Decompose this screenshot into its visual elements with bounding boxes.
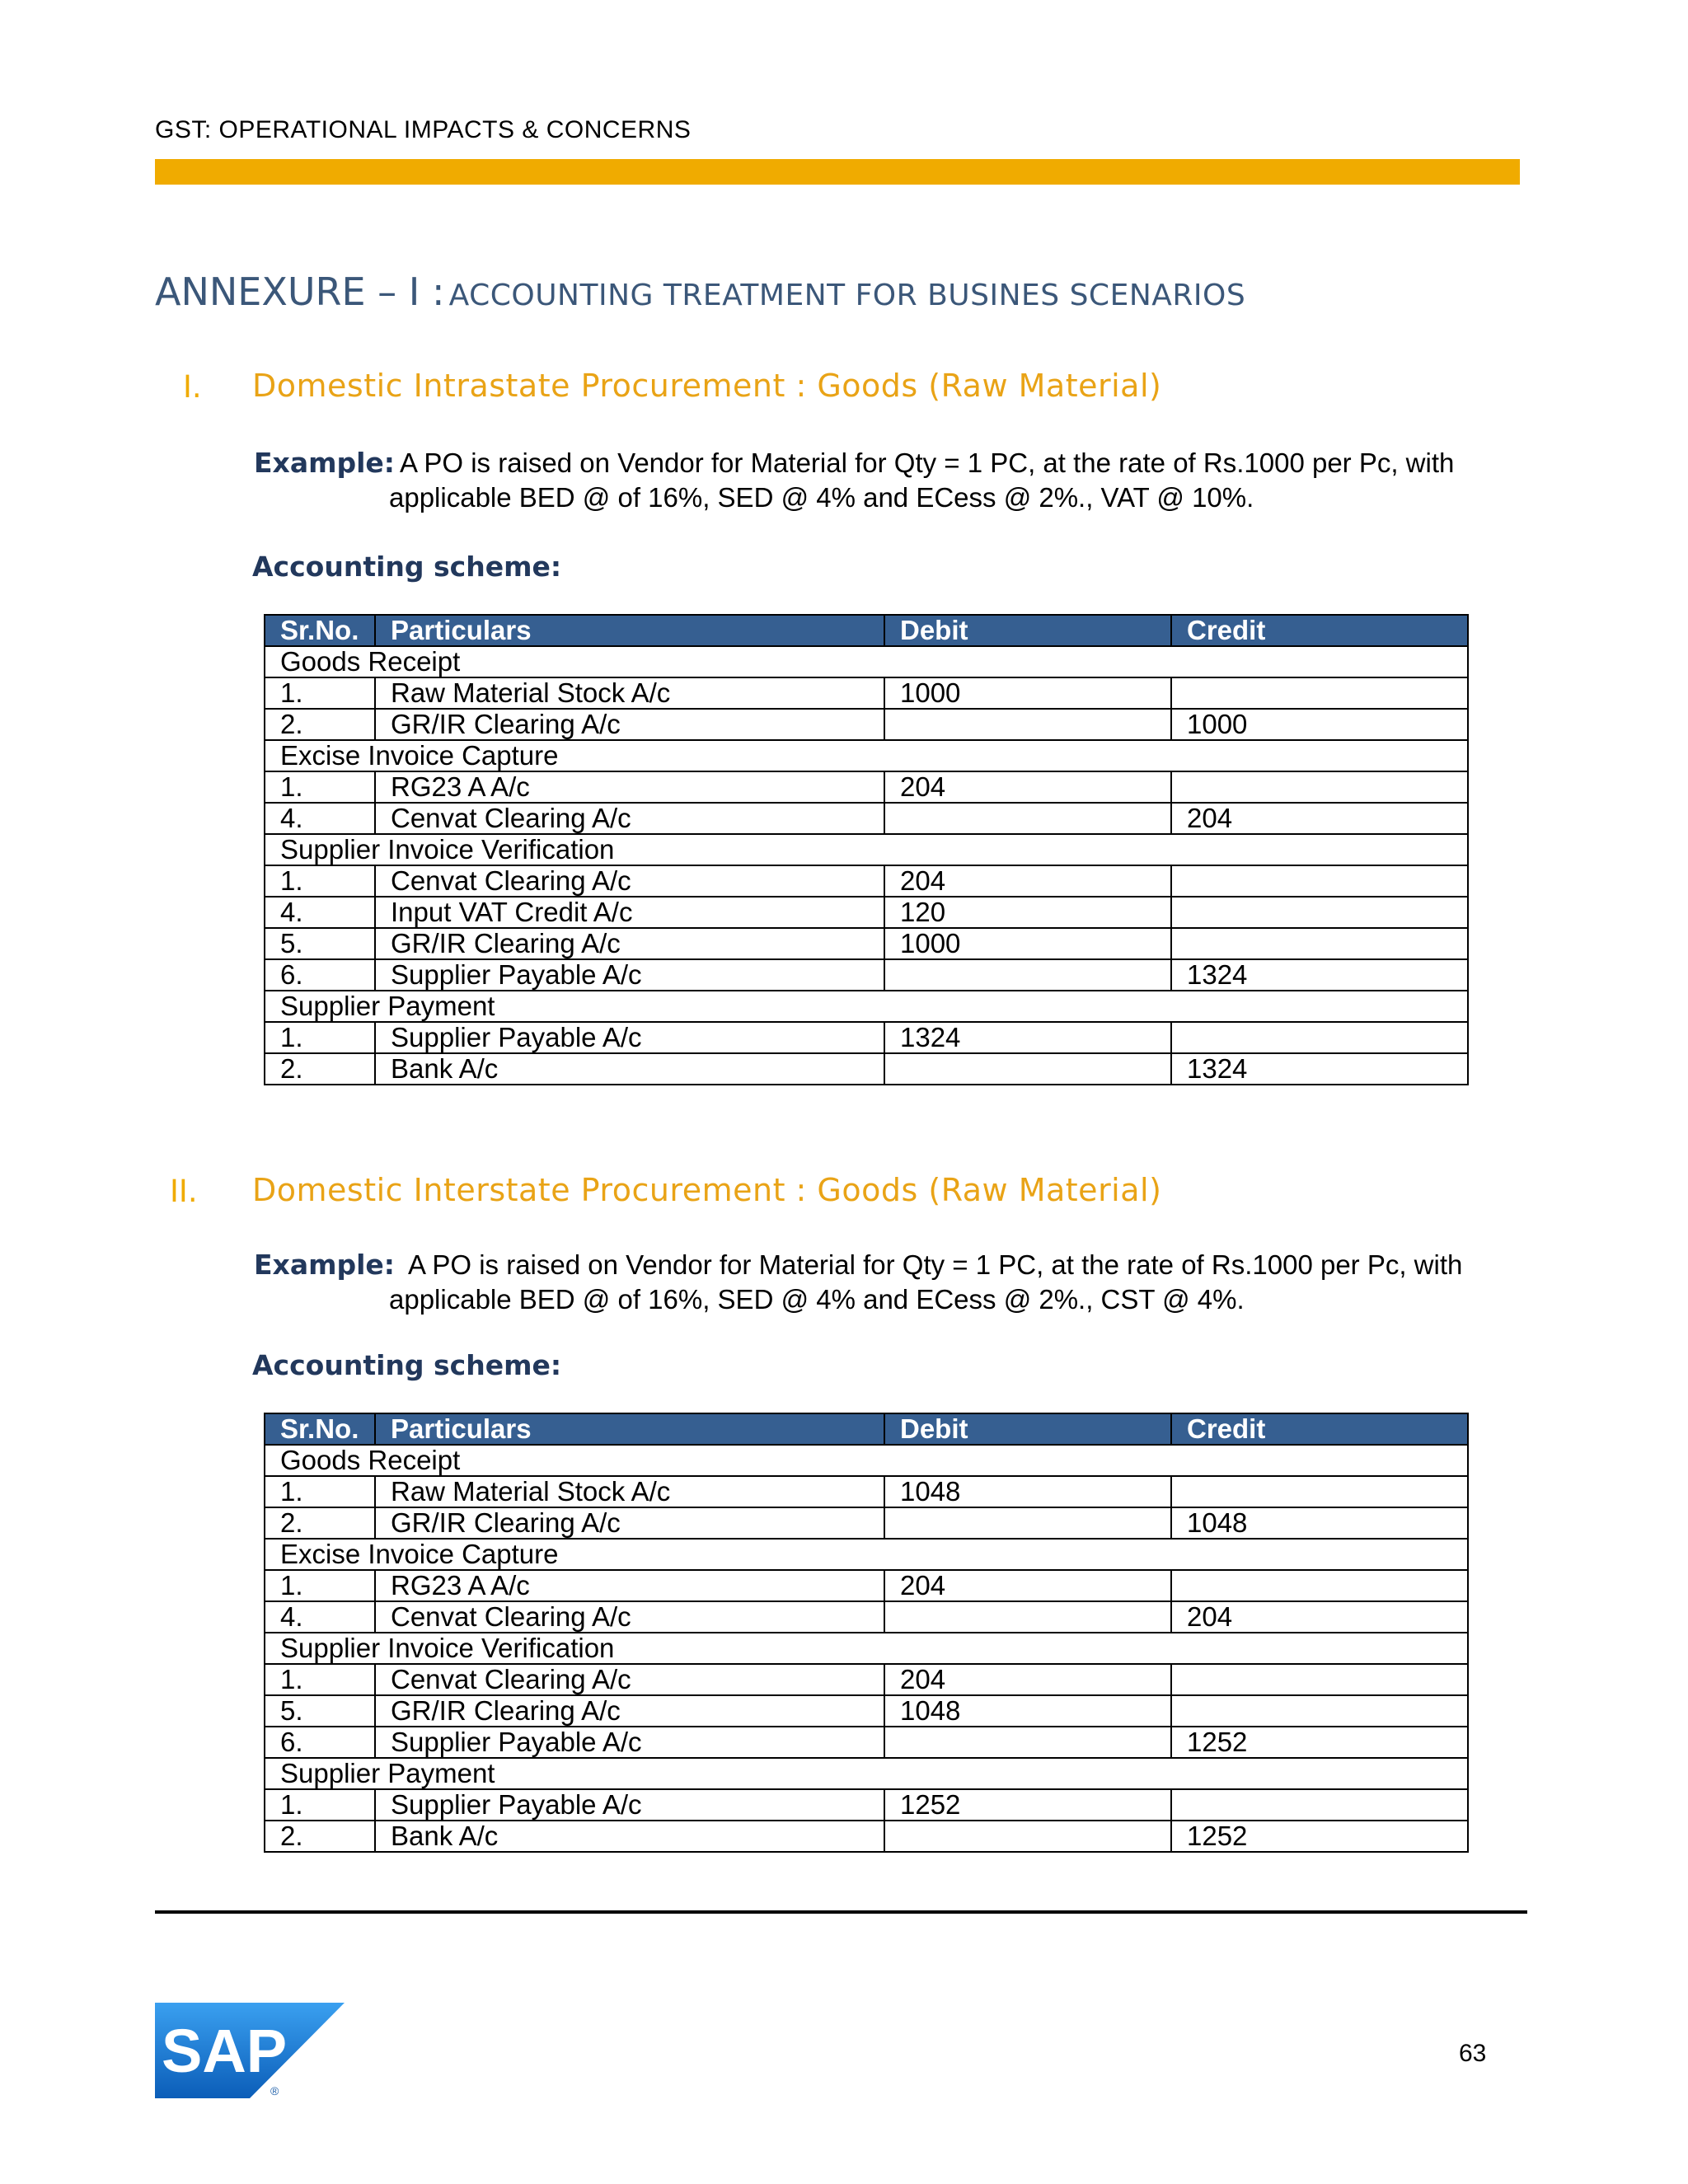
sr-no-cell: 1. [265, 771, 375, 803]
credit-cell [1171, 897, 1468, 928]
group-name: Supplier Invoice Verification [265, 834, 1468, 865]
table-group-row [265, 646, 1468, 677]
sr-no-cell: 5. [265, 1695, 375, 1727]
debit-cell [884, 803, 1171, 834]
debit-cell: 1000 [884, 677, 1171, 709]
table-row [265, 959, 1468, 991]
debit-cell [884, 1507, 1171, 1539]
particulars-cell: Supplier Payable A/c [375, 959, 884, 991]
table-row [265, 803, 1468, 834]
particulars-cell: Raw Material Stock A/c [375, 1476, 884, 1507]
page-header-title: GST: OPERATIONAL IMPACTS & CONCERNS [155, 116, 692, 143]
accounting-scheme-label: Accounting scheme: [252, 551, 562, 583]
sr-no-cell: 2. [265, 1821, 375, 1852]
sr-no-cell: 2. [265, 1053, 375, 1085]
table-group-row [265, 1633, 1468, 1664]
table-row [265, 1695, 1468, 1727]
particulars-cell: GR/IR Clearing A/c [375, 709, 884, 740]
debit-cell [884, 1053, 1171, 1085]
debit-cell: 204 [884, 865, 1171, 897]
sr-no-cell: 1. [265, 865, 375, 897]
debit-cell [884, 1821, 1171, 1852]
accounting-table [264, 1413, 1469, 1853]
group-name: Supplier Payment [265, 1758, 1468, 1789]
credit-cell: 1324 [1171, 959, 1468, 991]
sr-no-cell: 1. [265, 1476, 375, 1507]
group-name: Goods Receipt [265, 646, 1468, 677]
credit-cell: 1000 [1171, 709, 1468, 740]
debit-cell: 1048 [884, 1476, 1171, 1507]
table-group-row [265, 991, 1468, 1022]
column-header: Credit [1171, 615, 1468, 646]
example-text-line2: applicable BED @ of 16%, SED @ 4% and ECess @ 2%., CST @ 4%. [389, 1284, 1245, 1315]
particulars-cell: Cenvat Clearing A/c [375, 865, 884, 897]
particulars-cell: Bank A/c [375, 1053, 884, 1085]
table-row [265, 1507, 1468, 1539]
example-text-line1: A PO is raised on Vendor for Material for Qty = 1 PC, at the rate of Rs.1000 per Pc, with [408, 1249, 1463, 1280]
debit-cell [884, 1727, 1171, 1758]
table-group-row [265, 834, 1468, 865]
group-name: Excise Invoice Capture [265, 1539, 1468, 1570]
annexure-heading: ACCOUNTING TREATMENT FOR BUSINES SCENARIOS [448, 279, 1246, 312]
header-accent-bar [155, 159, 1520, 185]
table-group-row [265, 740, 1468, 771]
table-group-row [265, 1539, 1468, 1570]
sap-logo-text: SAP [162, 2017, 288, 2085]
credit-cell [1171, 1476, 1468, 1507]
particulars-cell: Cenvat Clearing A/c [375, 1601, 884, 1633]
table-row [265, 709, 1468, 740]
sap-logo-icon [155, 2003, 345, 2098]
column-header: Sr.No. [265, 615, 375, 646]
footer-divider [155, 1910, 1527, 1914]
group-name: Goods Receipt [265, 1445, 1468, 1476]
page-number: 63 [1459, 2040, 1487, 2067]
column-header: Credit [1171, 1413, 1468, 1445]
sr-no-cell: 1. [265, 1570, 375, 1601]
sr-no-cell: 4. [265, 1601, 375, 1633]
example-text-line1: A PO is raised on Vendor for Material for Qty = 1 PC, at the rate of Rs.1000 per Pc, with [400, 448, 1455, 478]
table-row [265, 1022, 1468, 1053]
credit-cell: 1324 [1171, 1053, 1468, 1085]
sr-no-cell: 6. [265, 1727, 375, 1758]
particulars-cell: GR/IR Clearing A/c [375, 928, 884, 959]
accounting-table [264, 614, 1469, 1085]
sr-no-cell: 1. [265, 1789, 375, 1821]
debit-cell [884, 1601, 1171, 1633]
table-row [265, 897, 1468, 928]
table-header-row [265, 1413, 1468, 1445]
credit-cell: 204 [1171, 803, 1468, 834]
section-number: II. [170, 1174, 198, 1209]
table-row [265, 771, 1468, 803]
particulars-cell: Supplier Payable A/c [375, 1022, 884, 1053]
particulars-cell: Input VAT Credit A/c [375, 897, 884, 928]
section-number: I. [183, 369, 202, 405]
credit-cell [1171, 1695, 1468, 1727]
sr-no-cell: 4. [265, 897, 375, 928]
debit-cell: 204 [884, 1664, 1171, 1695]
table-group-row [265, 1445, 1468, 1476]
particulars-cell: Cenvat Clearing A/c [375, 1664, 884, 1695]
particulars-cell: GR/IR Clearing A/c [375, 1695, 884, 1727]
particulars-cell: GR/IR Clearing A/c [375, 1507, 884, 1539]
credit-cell [1171, 1789, 1468, 1821]
table-group-row [265, 1758, 1468, 1789]
sr-no-cell: 2. [265, 1507, 375, 1539]
sr-no-cell: 5. [265, 928, 375, 959]
debit-cell: 204 [884, 771, 1171, 803]
particulars-cell: Raw Material Stock A/c [375, 677, 884, 709]
debit-cell: 1252 [884, 1789, 1171, 1821]
section-title: Domestic Intrastate Procurement : Goods (Raw Material) [252, 368, 1162, 404]
table-row [265, 1476, 1468, 1507]
table-row [265, 1821, 1468, 1852]
annexure-title [155, 269, 1245, 314]
sr-no-cell: 1. [265, 677, 375, 709]
group-name: Supplier Payment [265, 991, 1468, 1022]
credit-cell: 1252 [1171, 1821, 1468, 1852]
column-header: Particulars [375, 615, 884, 646]
table-row [265, 1727, 1468, 1758]
annexure-prefix: ANNEXURE – I : [155, 269, 445, 314]
table-header-row [265, 615, 1468, 646]
particulars-cell: Cenvat Clearing A/c [375, 803, 884, 834]
column-header: Debit [884, 615, 1171, 646]
group-name: Supplier Invoice Verification [265, 1633, 1468, 1664]
debit-cell: 204 [884, 1570, 1171, 1601]
table-row [265, 928, 1468, 959]
debit-cell [884, 709, 1171, 740]
particulars-cell: RG23 A A/c [375, 771, 884, 803]
table-row [265, 1570, 1468, 1601]
credit-cell: 1048 [1171, 1507, 1468, 1539]
credit-cell [1171, 677, 1468, 709]
particulars-cell: Supplier Payable A/c [375, 1789, 884, 1821]
table-row [265, 865, 1468, 897]
credit-cell [1171, 1664, 1468, 1695]
column-header: Sr.No. [265, 1413, 375, 1445]
accounting-scheme-label: Accounting scheme: [252, 1349, 562, 1381]
table-row [265, 1789, 1468, 1821]
debit-cell: 120 [884, 897, 1171, 928]
debit-cell: 1000 [884, 928, 1171, 959]
credit-cell: 1252 [1171, 1727, 1468, 1758]
svg-text:®: ® [270, 2084, 279, 2097]
credit-cell [1171, 1022, 1468, 1053]
debit-cell [884, 959, 1171, 991]
column-header: Particulars [375, 1413, 884, 1445]
example-text-line2: applicable BED @ of 16%, SED @ 4% and ECess @ 2%., VAT @ 10%. [389, 482, 1254, 513]
column-header: Debit [884, 1413, 1171, 1445]
example-label: Example: [254, 1249, 395, 1281]
credit-cell [1171, 1570, 1468, 1601]
credit-cell [1171, 771, 1468, 803]
table-row [265, 1601, 1468, 1633]
sr-no-cell: 6. [265, 959, 375, 991]
particulars-cell: Bank A/c [375, 1821, 884, 1852]
debit-cell: 1048 [884, 1695, 1171, 1727]
example-label: Example: [254, 447, 395, 479]
sr-no-cell: 1. [265, 1664, 375, 1695]
credit-cell: 204 [1171, 1601, 1468, 1633]
table-row [265, 1053, 1468, 1085]
sr-no-cell: 2. [265, 709, 375, 740]
credit-cell [1171, 865, 1468, 897]
group-name: Excise Invoice Capture [265, 740, 1468, 771]
particulars-cell: Supplier Payable A/c [375, 1727, 884, 1758]
sr-no-cell: 1. [265, 1022, 375, 1053]
particulars-cell: RG23 A A/c [375, 1570, 884, 1601]
table-row [265, 677, 1468, 709]
section-title: Domestic Interstate Procurement : Goods (Raw Material) [252, 1172, 1162, 1208]
debit-cell: 1324 [884, 1022, 1171, 1053]
credit-cell [1171, 928, 1468, 959]
table-row [265, 1664, 1468, 1695]
sr-no-cell: 4. [265, 803, 375, 834]
